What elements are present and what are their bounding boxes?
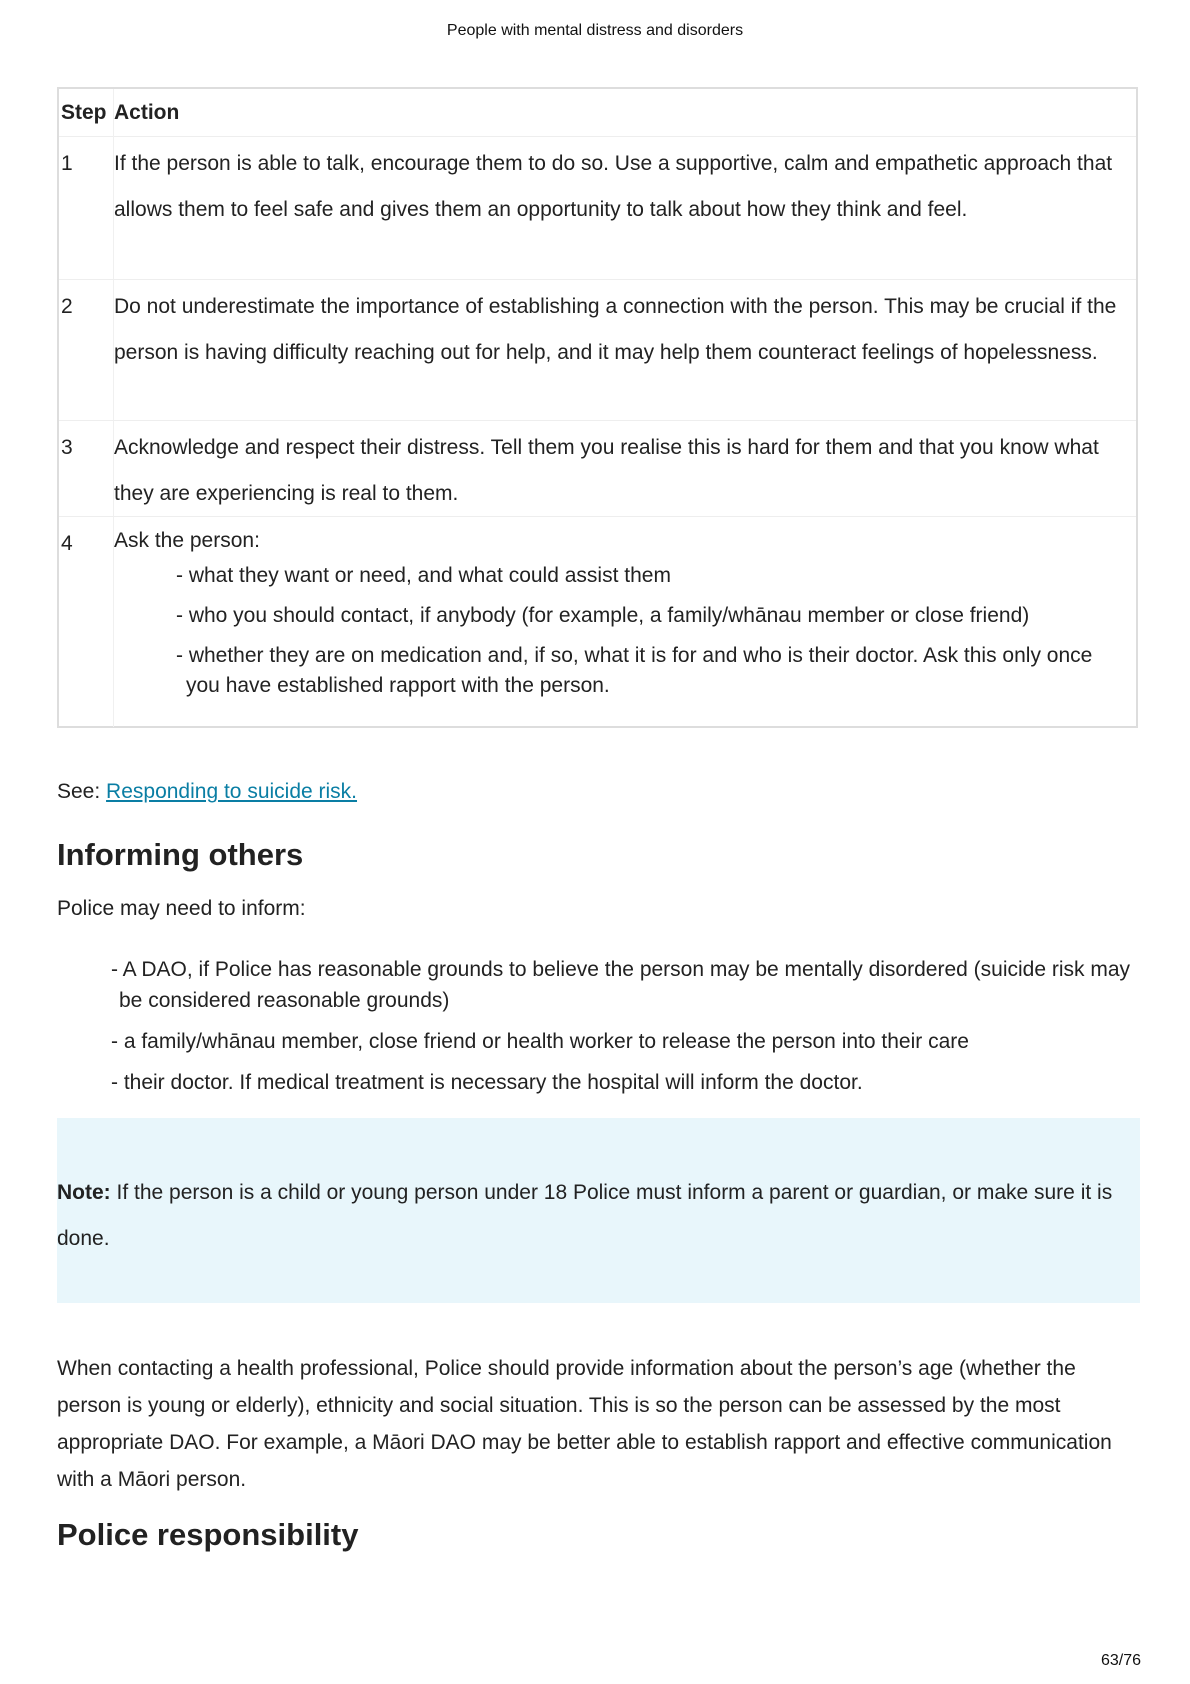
column-header-action: Action [114, 100, 180, 124]
step-number: 4 [59, 517, 114, 727]
section-heading-informing-others: Informing others [57, 837, 304, 872]
note-label: Note: [57, 1181, 111, 1204]
table-row [59, 517, 1136, 727]
step-action: Acknowledge and respect their distress. Tell them you realise this is hard for them and that you know what they are experiencing is real to them. [114, 436, 1099, 505]
informing-intro: Police may need to inform: [57, 897, 306, 920]
note-text [57, 1170, 1132, 1262]
list-item: - a family/whānau member, close friend or health worker to release the person into their care [111, 1030, 969, 1053]
see-also [57, 780, 357, 804]
step-action: Do not underestimate the importance of establishing a connection with the person. This may be crucial if the person is having difficulty reaching out for help, and it may help them counteract feelings of hopelessness. [114, 295, 1117, 364]
step-subitem: - who you should contact, if anybody (for example, a family/whānau member or close friend) [176, 604, 1030, 627]
note-body: If the person is a child or young person under 18 Police must inform a parent or guardian, or make sure it is done. [57, 1181, 1113, 1250]
informing-list [111, 954, 1136, 1108]
table-row [59, 421, 1136, 517]
step-action: If the person is able to talk, encourage them to do so. Use a supportive, calm and empathetic approach that allows them to feel safe and gives them an opportunity to talk about how they think and feel. [114, 152, 1113, 221]
step-number: 3 [59, 421, 114, 516]
steps-table [57, 87, 1138, 728]
step-action-intro: Ask the person: [114, 529, 260, 552]
table-header-row [59, 89, 1136, 137]
note-box [57, 1118, 1140, 1303]
list-item: - their doctor. If medical treatment is necessary the hospital will inform the doctor. [111, 1071, 863, 1094]
health-professional-paragraph: When contacting a health professional, Police should provide information about the person’s age (whether the person is young or elderly), ethnicity and social situation. This is so the person can be assessed by the most appropriate DAO. For example, a Māori DAO may be better able to establish rapport and effective communication with a Māori person. [57, 1357, 1112, 1491]
table-row [59, 137, 1136, 280]
table-row [59, 280, 1136, 421]
step-number: 2 [59, 280, 114, 420]
step-action [114, 517, 1136, 727]
column-header-step: Step [59, 89, 114, 137]
section-heading-police-responsibility: Police responsibility [57, 1517, 359, 1552]
see-prefix: See: [57, 780, 107, 803]
step-subitem: - what they want or need, and what could assist them [176, 564, 671, 587]
page-number: 63/76 [1100, 1652, 1141, 1669]
list-item: - A DAO, if Police has reasonable grounds to believe the person may be mentally disordered (suicide risk may be considered reasonable grounds) [111, 958, 1131, 1012]
step-number: 1 [59, 137, 114, 279]
step-subitem: - whether they are on medication and, if so, what it is for and who is their doctor. Ask this only once you have established rapport with the person. [176, 644, 1093, 697]
suicide-risk-link[interactable]: Responding to suicide risk. [106, 780, 358, 803]
page-header-title: People with mental distress and disorders [446, 22, 744, 39]
